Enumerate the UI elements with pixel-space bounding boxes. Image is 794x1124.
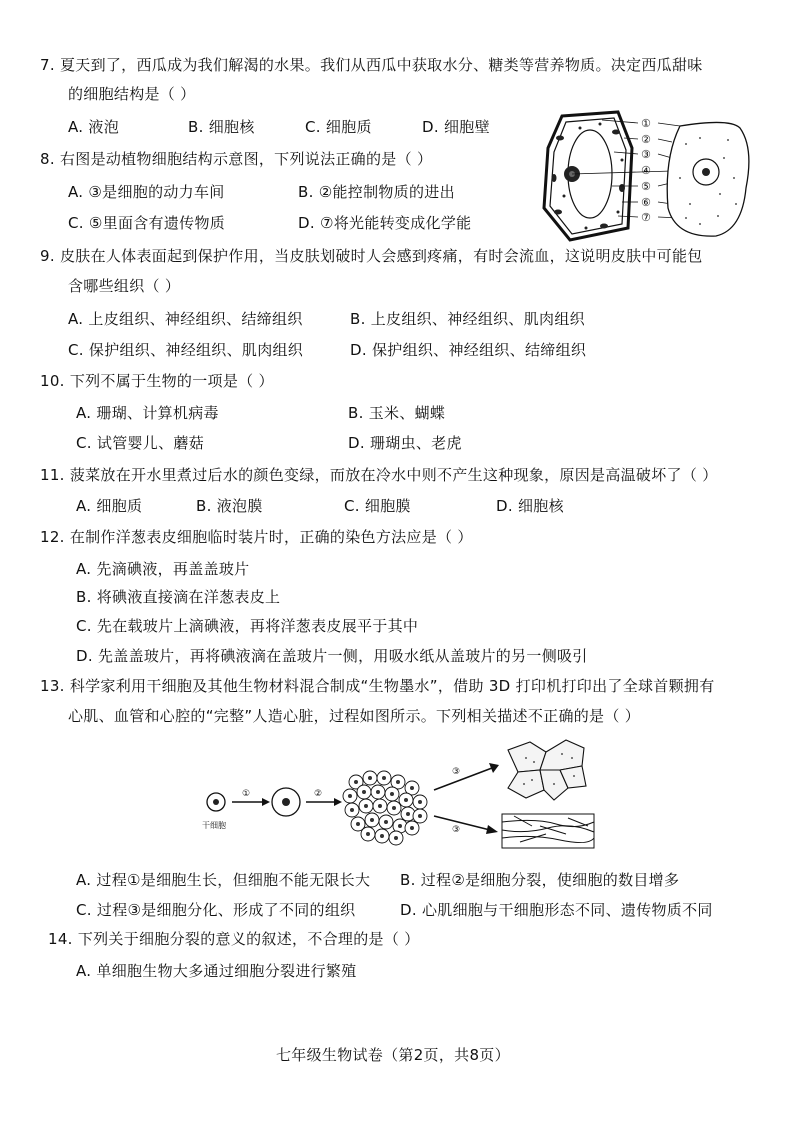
label-7: ⑦ — [641, 211, 651, 224]
q7-option-b: B. 细胞核 — [188, 118, 255, 136]
q9-option-a: A. 上皮组织、神经组织、结缔组织 — [68, 310, 303, 328]
q9-option-d: D. 保护组织、神经组织、结缔组织 — [350, 341, 587, 359]
q12-option-a: A. 先滴碘液，再盖盖玻片 — [76, 560, 250, 578]
q11-option-b: B. 液泡膜 — [196, 497, 263, 515]
q10-option-d: D. 珊瑚虫、老虎 — [348, 434, 462, 452]
label-2: ② — [641, 133, 651, 146]
q14-stem: 14. 下列关于细胞分裂的意义的叙述，不合理的是（ ） — [48, 930, 420, 948]
q13-option-c: C. 过程③是细胞分化、形成了不同的组织 — [76, 901, 356, 919]
step-1-label: ① — [242, 789, 251, 799]
q8-option-a: A. ③是细胞的动力车间 — [68, 183, 225, 201]
q14-option-a: A. 单细胞生物大多通过细胞分裂进行繁殖 — [76, 962, 357, 980]
q7-stem-line1: 7. 夏天到了，西瓜成为我们解渴的水果。我们从西瓜中获取水分、糖类等营养物质。决定西瓜甜味 — [40, 56, 703, 74]
q11-option-c: C. 细胞膜 — [344, 497, 411, 515]
q9-option-c: C. 保护组织、神经组织、肌肉组织 — [68, 341, 304, 359]
q9-stem-line2: 含哪些组织（ ） — [68, 277, 181, 295]
q13-option-a: A. 过程①是细胞生长，但细胞不能无限长大 — [76, 871, 371, 889]
step-2-label: ② — [314, 789, 323, 799]
q8-stem: 8. 右图是动植物细胞结构示意图，下列说法正确的是（ ） — [40, 150, 433, 168]
q7-stem-line2: 的细胞结构是（ ） — [68, 85, 196, 103]
q12-option-b: B. 将碘液直接滴在洋葱表皮上 — [76, 588, 281, 606]
q10-option-c: C. 试管婴儿、蘑菇 — [76, 434, 205, 452]
q10-option-a: A. 珊瑚、计算机病毒 — [76, 404, 219, 422]
label-1: ① — [641, 117, 651, 130]
step-3a-label: ③ — [452, 767, 461, 777]
q7-option-a: A. 液泡 — [68, 118, 120, 136]
q8-option-d: D. ⑦将光能转变成化学能 — [298, 214, 472, 232]
q13-option-d: D. 心肌细胞与干细胞形态不同、遗传物质不同 — [400, 901, 713, 919]
q7-option-c: C. 细胞质 — [305, 118, 372, 136]
q12-option-d: D. 先盖盖玻片，再将碘液滴在盖玻片一侧，用吸水纸从盖玻片的另一侧吸引 — [76, 647, 588, 665]
cardiac-tissue — [508, 740, 586, 800]
q12-stem: 12. 在制作洋葱表皮细胞临时装片时，正确的染色方法应是（ ） — [40, 528, 473, 546]
q11-option-a: A. 细胞质 — [76, 497, 143, 515]
step-3b-label: ③ — [452, 825, 461, 835]
q13-option-b: B. 过程②是细胞分裂，使细胞的数目增多 — [400, 871, 680, 889]
q10-stem: 10. 下列不属于生物的一项是（ ） — [40, 372, 274, 390]
label-5: ⑤ — [641, 180, 651, 193]
stem-cell-label: 干细胞 — [202, 821, 226, 830]
q13-stem-line1: 13. 科学家利用干细胞及其他生物材料混合制成“生物墨水”，借助 3D 打印机打印出了全球首颗拥有 — [40, 677, 715, 695]
q11-stem: 11. 菠菜放在开水里煮过后水的颜色变绿，而放在冷水中则不产生这种现象，原因是高温破坏了（ ） — [40, 466, 718, 484]
q7-option-d: D. 细胞壁 — [422, 118, 490, 136]
q8-option-b: B. ②能控制物质的进出 — [298, 183, 455, 201]
muscle-fiber-tissue — [502, 814, 594, 848]
cell-structure-diagram — [540, 108, 790, 248]
q11-option-d: D. 细胞核 — [496, 497, 564, 515]
label-3: ③ — [641, 148, 651, 161]
page-footer: 七年级生物试卷（第2页，共8页） — [276, 1046, 510, 1064]
q10-option-b: B. 玉米、蝴蝶 — [348, 404, 446, 422]
heart-printing-process-diagram — [196, 730, 596, 850]
q12-option-c: C. 先在载玻片上滴碘液，再将洋葱表皮展平于其中 — [76, 617, 419, 635]
label-4: ④ — [641, 164, 651, 177]
q9-option-b: B. 上皮组织、神经组织、肌肉组织 — [350, 310, 585, 328]
q8-option-c: C. ⑤里面含有遗传物质 — [68, 214, 226, 232]
label-6: ⑥ — [641, 196, 651, 209]
q9-stem-line1: 9. 皮肤在人体表面起到保护作用，当皮肤划破时人会感到疼痛，有时会流血，这说明皮肤中可能包 — [40, 247, 703, 265]
q13-stem-line2: 心肌、血管和心腔的“完整”人造心脏，过程如图所示。下列相关描述不正确的是（ ） — [68, 707, 641, 725]
